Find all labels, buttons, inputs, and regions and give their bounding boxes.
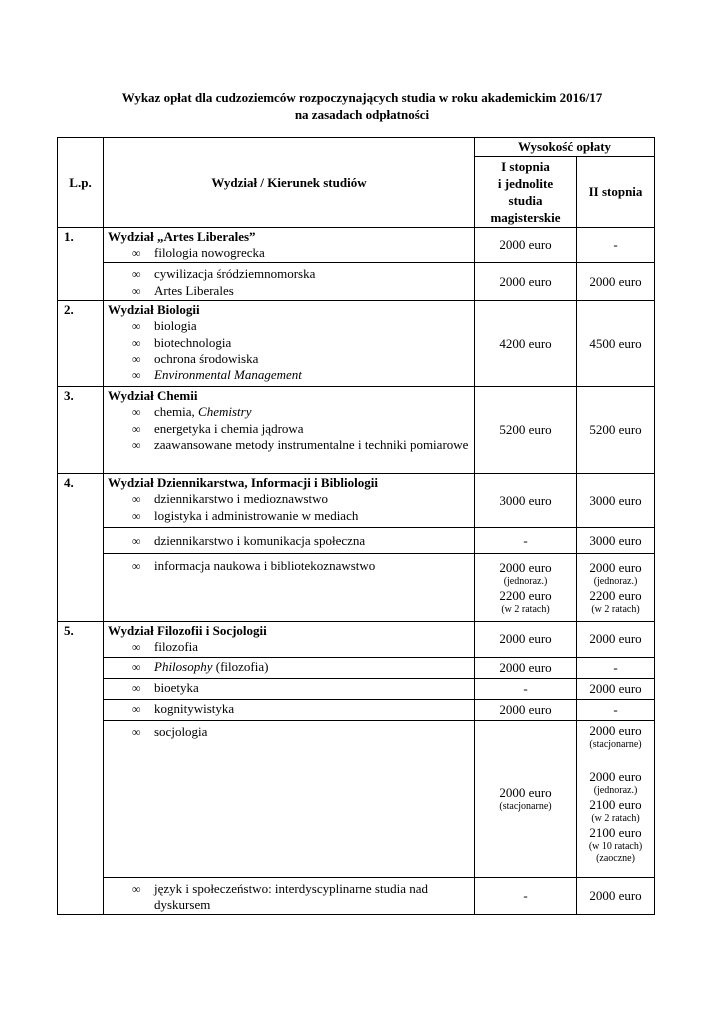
row-number: 2. — [58, 301, 104, 387]
list-item: ∞ energetyka i chemia jądrowa — [132, 420, 304, 436]
table-row — [58, 387, 655, 474]
title-line-2: na zasadach odpłatności — [294, 107, 430, 122]
infinity-icon: ∞ — [132, 368, 141, 383]
document-title — [0, 89, 724, 123]
fee-first-degree: - — [475, 528, 577, 554]
fee-second-degree: 3000 euro — [577, 528, 655, 554]
fee-second-degree: - — [577, 699, 655, 720]
faculty-name: Wydział Chemii — [108, 388, 198, 404]
list-item: ∞ język i społeczeństwo: interdyscyplinarne studia nad dyskursem — [132, 880, 429, 912]
fee-first-degree: 2000 euro — [475, 657, 577, 678]
table-row — [58, 657, 655, 678]
fee-second-degree: 2000 euro — [577, 263, 655, 301]
faculty-name: Wydział Filozofii i Socjologii — [108, 623, 267, 639]
fee-first-degree: 2000 euro (stacjonarne) — [475, 720, 577, 877]
infinity-icon: ∞ — [132, 267, 141, 282]
header-fee: Wysokość opłaty — [475, 138, 655, 157]
table-row — [58, 877, 655, 915]
faculty-cell — [104, 387, 475, 474]
infinity-icon: ∞ — [132, 335, 141, 350]
list-item: ∞ chemia, Chemistry — [132, 404, 252, 420]
infinity-icon: ∞ — [132, 702, 141, 717]
list-item: ∞ filozofia — [132, 639, 199, 655]
fee-first-degree: 4200 euro — [475, 301, 577, 387]
faculty-cell — [104, 699, 475, 720]
fee-first-degree: 3000 euro — [475, 474, 577, 528]
table-row — [58, 554, 655, 622]
fee-first-degree: 2000 euro — [475, 622, 577, 657]
header-first-degree: I stopnia i jednolite studia magisterskie — [475, 157, 577, 228]
table-row — [58, 678, 655, 699]
faculty-name: Wydział Dziennikarstwa, Informacji i Bibliologii — [108, 475, 378, 491]
list-item: ∞ Artes Liberales — [132, 282, 234, 298]
faculty-cell — [104, 301, 475, 387]
faculty-cell — [104, 263, 475, 301]
faculty-cell — [104, 657, 475, 678]
fee-first-degree: 2000 euro — [475, 228, 577, 263]
table-row — [58, 528, 655, 554]
infinity-icon: ∞ — [132, 508, 141, 523]
fee-second-degree: 2000 euro (stacjonarne) 2000 euro (jednoraz.) 2100 euro (w 2 ratach) 2100 euro (w 10 ratach) (zaoczne) — [577, 720, 655, 877]
list-item: ∞ cywilizacja śródziemnomorska — [132, 266, 316, 282]
table-row — [58, 228, 655, 263]
table-row — [58, 263, 655, 301]
faculty-cell — [104, 622, 475, 657]
table-row — [58, 699, 655, 720]
list-item: ∞ logistyka i administrowanie w mediach — [132, 507, 359, 523]
infinity-icon: ∞ — [132, 724, 141, 739]
row-number: 4. — [58, 474, 104, 622]
fee-first-degree: - — [475, 877, 577, 915]
fee-second-degree: - — [577, 228, 655, 263]
title-line-1: Wykaz opłat dla cudzoziemców rozpoczynających studia w roku akademickim 2016/17 — [121, 90, 603, 105]
faculty-cell — [104, 474, 475, 528]
faculty-name: Wydział „Artes Liberales” — [108, 229, 256, 244]
fee-second-degree: 3000 euro — [577, 474, 655, 528]
fee-second-degree: - — [577, 657, 655, 678]
infinity-icon: ∞ — [132, 881, 141, 896]
infinity-icon: ∞ — [132, 283, 141, 298]
faculty-name: Wydział Biologii — [108, 302, 200, 318]
list-item: ∞ dziennikarstwo i medioznawstwo — [132, 491, 329, 507]
row-number: 1. — [58, 228, 104, 301]
list-item: ∞ bioetyka — [132, 680, 199, 696]
fee-first-degree: 2000 euro — [475, 263, 577, 301]
fee-second-degree: 2000 euro — [577, 678, 655, 699]
infinity-icon: ∞ — [132, 660, 141, 675]
faculty-cell — [104, 228, 475, 263]
faculty-cell — [104, 554, 475, 622]
fee-second-degree: 2000 euro — [577, 877, 655, 915]
infinity-icon: ∞ — [132, 559, 141, 574]
list-item: ∞ Philosophy (filozofia) — [132, 659, 269, 675]
list-item: ∞ biologia — [132, 318, 197, 334]
infinity-icon: ∞ — [132, 492, 141, 507]
list-item: ∞ kognitywistyka — [132, 701, 235, 717]
infinity-icon: ∞ — [132, 437, 141, 452]
header-row-1 — [58, 138, 655, 157]
fee-first-degree: 2000 euro — [475, 699, 577, 720]
header-faculty: Wydział / Kierunek studiów — [104, 138, 475, 228]
row-number: 5. — [58, 622, 104, 915]
list-item: ∞ dziennikarstwo i komunikacja społeczna — [132, 532, 366, 548]
faculty-cell — [104, 720, 475, 877]
list-item: ∞ biotechnologia — [132, 334, 232, 350]
header-lp: L.p. — [58, 138, 104, 228]
infinity-icon: ∞ — [132, 319, 141, 334]
infinity-icon: ∞ — [132, 405, 141, 420]
table-row — [58, 474, 655, 528]
row-number: 3. — [58, 387, 104, 474]
table-row — [58, 301, 655, 387]
table-row — [58, 720, 655, 877]
list-item: ∞ Environmental Management — [132, 367, 302, 383]
fee-first-degree: 5200 euro — [475, 387, 577, 474]
fee-second-degree: 4500 euro — [577, 301, 655, 387]
list-item: ∞ informacja naukowa i bibliotekoznawstwo — [132, 558, 376, 574]
infinity-icon: ∞ — [132, 640, 141, 655]
fee-table — [57, 137, 655, 915]
list-item: ∞ zaawansowane metody instrumentalne i techniki pomiarowe — [132, 436, 469, 452]
list-item: ∞ socjologia — [132, 723, 208, 739]
infinity-icon: ∞ — [132, 246, 141, 260]
list-item: ∞ ochrona środowiska — [132, 350, 259, 366]
infinity-icon: ∞ — [132, 533, 141, 548]
faculty-cell — [104, 877, 475, 915]
fee-second-degree: 2000 euro — [577, 622, 655, 657]
fee-second-degree: 2000 euro (jednoraz.) 2200 euro (w 2 ratach) — [577, 554, 655, 622]
fee-first-degree: 2000 euro (jednoraz.) 2200 euro (w 2 ratach) — [475, 554, 577, 622]
infinity-icon: ∞ — [132, 421, 141, 436]
infinity-icon: ∞ — [132, 351, 141, 366]
table-row — [58, 622, 655, 657]
faculty-cell — [104, 678, 475, 699]
fee-second-degree: 5200 euro — [577, 387, 655, 474]
header-second-degree: II stopnia — [577, 157, 655, 228]
faculty-cell — [104, 528, 475, 554]
infinity-icon: ∞ — [132, 681, 141, 696]
fee-first-degree: - — [475, 678, 577, 699]
list-item: ∞ filologia nowogrecka — [132, 245, 265, 260]
